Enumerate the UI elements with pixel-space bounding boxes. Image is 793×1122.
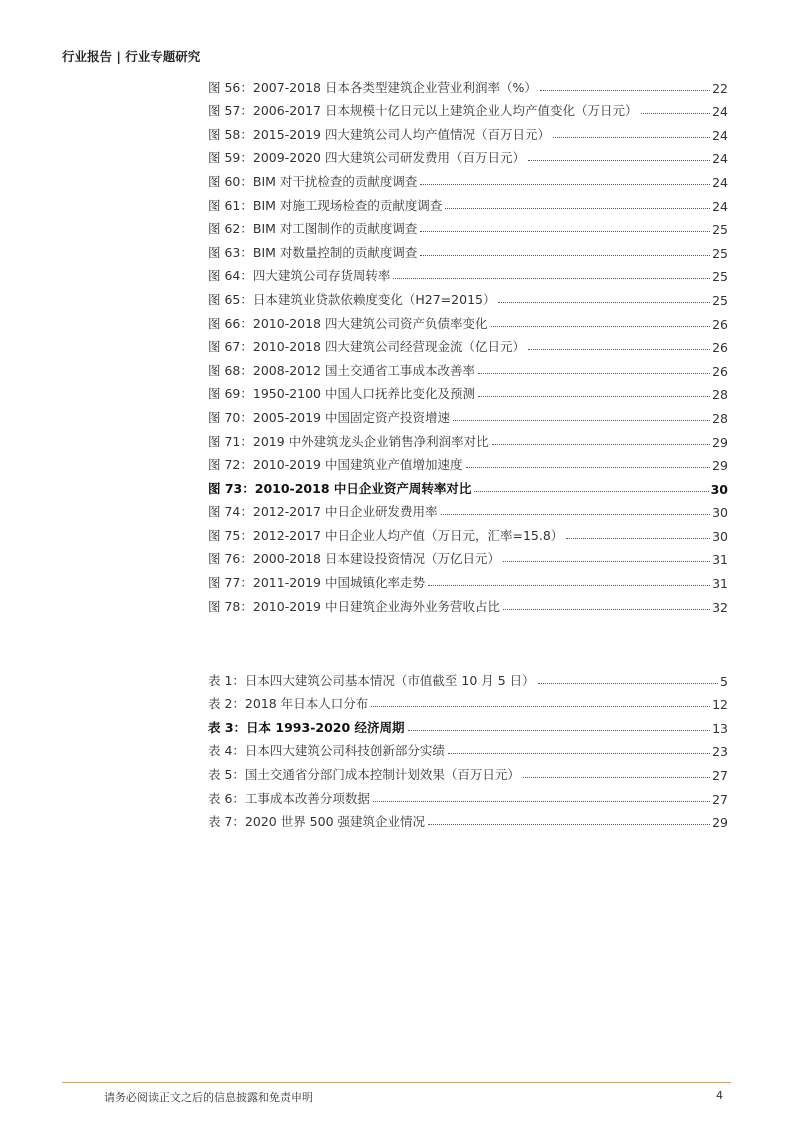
dot-leader	[503, 561, 710, 562]
toc-entry-title: 图 73：2010-2018 中日企业资产周转率对比	[208, 480, 472, 496]
toc-entry-page: 29	[712, 458, 728, 474]
toc-entry-table-2[interactable]	[208, 689, 728, 713]
dot-leader	[540, 90, 710, 91]
toc-entry-title: 图 70：2005-2019 中国固定资产投资增速	[208, 409, 450, 425]
toc-entry-page: 32	[712, 599, 728, 615]
toc-entry-title: 图 61：BIM 对施工现场检查的贡献度调查	[208, 197, 443, 213]
dot-leader	[474, 491, 708, 492]
figure-list	[208, 72, 728, 615]
dot-leader	[408, 730, 711, 731]
dot-leader	[523, 777, 710, 778]
toc-entry-title: 图 71：2019 中外建筑龙头企业销售净利润率对比	[208, 433, 489, 449]
toc-entry-page: 24	[712, 174, 728, 190]
toc-entry-fig-70[interactable]	[208, 402, 728, 426]
toc-entry-fig-62[interactable]	[208, 214, 728, 238]
toc-entry-title: 图 69：1950-2100 中国人口抚养比变化及预测	[208, 386, 475, 402]
toc-entry-fig-61[interactable]	[208, 190, 728, 214]
dot-leader	[448, 753, 710, 754]
toc-entry-page: 26	[712, 316, 728, 332]
toc-entry-page: 28	[712, 387, 728, 403]
dot-leader	[445, 208, 710, 209]
toc-entry-title: 图 67：2010-2018 四大建筑公司经营现金流（亿日元）	[208, 339, 525, 355]
dot-leader	[420, 231, 710, 232]
toc-entry-table-6[interactable]	[208, 783, 728, 807]
footer-disclaimer: 请务必阅读正文之后的信息披露和免责申明	[104, 1091, 313, 1104]
toc-entry-fig-69[interactable]	[208, 379, 728, 403]
toc-entry-page: 29	[712, 815, 728, 831]
table-list	[208, 665, 728, 830]
toc-entry-title: 图 75：2012-2017 中日企业人均产值（万日元，汇率=15.8）	[208, 527, 564, 543]
dot-leader	[503, 609, 710, 610]
toc-entry-table-1[interactable]	[208, 665, 728, 689]
toc-entry-page: 29	[712, 434, 728, 450]
toc-entry-title: 图 64：四大建筑公司存货周转率	[208, 268, 391, 284]
toc-entry-fig-72[interactable]	[208, 450, 728, 474]
toc-entry-page: 24	[712, 198, 728, 214]
dot-leader	[428, 824, 710, 825]
toc-entry-page: 25	[712, 245, 728, 261]
dot-leader	[478, 396, 710, 397]
toc-entry-page: 31	[712, 552, 728, 568]
dot-leader	[466, 467, 711, 468]
toc-entry-fig-57[interactable]	[208, 96, 728, 120]
toc-entry-table-4[interactable]	[208, 736, 728, 760]
toc-entry-title: 图 78：2010-2019 中日建筑企业海外业务营收占比	[208, 598, 500, 614]
toc-entry-title: 图 58：2015-2019 四大建筑公司人均产值情况（百万日元）	[208, 126, 550, 142]
dot-leader	[553, 137, 710, 138]
toc-entry-title: 图 77：2011-2019 中国城镇化率走势	[208, 575, 425, 591]
toc-entry-page: 25	[712, 292, 728, 308]
toc-entry-page: 25	[712, 222, 728, 238]
toc-entry-page: 26	[712, 340, 728, 356]
dot-leader	[371, 706, 710, 707]
dot-leader	[393, 278, 710, 279]
toc-entry-title: 表 5：国土交通省分部门成本控制计划效果（百万日元）	[208, 766, 520, 782]
footer-divider	[62, 1082, 731, 1083]
toc-entry-page: 27	[712, 767, 728, 783]
toc-entry-page: 12	[712, 697, 728, 713]
toc-entry-fig-76[interactable]	[208, 544, 728, 568]
toc-entry-fig-63[interactable]	[208, 237, 728, 261]
dot-leader	[491, 326, 711, 327]
toc-entry-page: 5	[720, 673, 728, 689]
toc-entry-page: 24	[712, 151, 728, 167]
toc-entry-page: 13	[712, 720, 728, 736]
toc-entry-title: 图 57：2006-2017 日本规模十亿日元以上建筑企业人均产值变化（万日元）	[208, 103, 638, 119]
dot-leader	[453, 420, 710, 421]
toc-entry-title: 图 60：BIM 对干扰检查的贡献度调查	[208, 173, 418, 189]
dot-leader	[478, 373, 710, 374]
toc-entry-fig-71[interactable]	[208, 426, 728, 450]
toc-entry-fig-74[interactable]	[208, 497, 728, 521]
toc-entry-fig-64[interactable]	[208, 261, 728, 285]
toc-entry-fig-77[interactable]	[208, 567, 728, 591]
toc-entry-title: 表 4：日本四大建筑公司科技创新部分实绩	[208, 743, 445, 759]
dot-leader	[538, 683, 718, 684]
page-number: 4	[716, 1089, 723, 1102]
toc-entry-fig-68[interactable]	[208, 355, 728, 379]
toc-entry-title: 表 3：日本 1993-2020 经济周期	[208, 719, 405, 735]
toc-entry-title: 图 66：2010-2018 四大建筑公司资产负债率变化	[208, 315, 488, 331]
toc-entry-title: 表 6：工事成本改善分项数据	[208, 790, 370, 806]
toc-entry-table-3[interactable]	[208, 712, 728, 736]
toc-entry-fig-56[interactable]	[208, 72, 728, 96]
toc-entry-page: 22	[712, 80, 728, 96]
dot-leader	[373, 801, 710, 802]
toc-entry-title: 图 76：2000-2018 日本建设投资情况（万亿日元）	[208, 551, 500, 567]
toc-entry-table-7[interactable]	[208, 807, 728, 831]
toc-entry-title: 图 62：BIM 对工图制作的贡献度调查	[208, 221, 418, 237]
toc-entry-page: 30	[712, 505, 728, 521]
toc-entry-fig-66[interactable]	[208, 308, 728, 332]
toc-entry-fig-59[interactable]	[208, 143, 728, 167]
toc-entry-page: 25	[712, 269, 728, 285]
toc-entry-fig-73[interactable]	[208, 473, 728, 497]
toc-entry-title: 图 63：BIM 对数量控制的贡献度调查	[208, 244, 418, 260]
toc-entry-page: 30	[710, 481, 728, 497]
toc-entry-title: 表 7：2020 世界 500 强建筑企业情况	[208, 814, 426, 830]
toc-entry-title: 表 1：日本四大建筑公司基本情况（市值截至 10 月 5 日）	[208, 672, 535, 688]
dot-leader	[528, 160, 710, 161]
dot-leader	[528, 349, 710, 350]
dot-leader	[441, 514, 711, 515]
toc-entry-title: 图 72：2010-2019 中国建筑业产值增加速度	[208, 457, 463, 473]
toc-entry-page: 30	[712, 528, 728, 544]
toc-entry-fig-58[interactable]	[208, 119, 728, 143]
toc-entry-fig-65[interactable]	[208, 284, 728, 308]
dot-leader	[420, 255, 710, 256]
toc-entry-page: 24	[712, 104, 728, 120]
dot-leader	[428, 585, 710, 586]
toc-entry-fig-60[interactable]	[208, 166, 728, 190]
dot-leader	[420, 184, 710, 185]
toc-entry-page: 31	[712, 576, 728, 592]
toc-entry-title: 表 2：2018 年日本人口分布	[208, 696, 369, 712]
toc-entry-title: 图 65：日本建筑业贷款依赖度变化（H27=2015）	[208, 291, 496, 307]
toc-entry-page: 24	[712, 127, 728, 143]
toc-entry-title: 图 56：2007-2018 日本各类型建筑企业营业利润率（%）	[208, 79, 537, 95]
toc-entry-title: 图 68：2008-2012 国土交通省工事成本改善率	[208, 362, 475, 378]
toc-entry-fig-67[interactable]	[208, 332, 728, 356]
toc-entry-page: 23	[712, 744, 728, 760]
toc-entry-table-5[interactable]	[208, 759, 728, 783]
toc-entry-page: 28	[712, 410, 728, 426]
toc-entry-fig-78[interactable]	[208, 591, 728, 615]
toc-entry-title: 图 74：2012-2017 中日企业研发费用率	[208, 504, 438, 520]
toc-entry-fig-75[interactable]	[208, 520, 728, 544]
dot-leader	[641, 113, 711, 114]
toc-entry-title: 图 59：2009-2020 四大建筑公司研发费用（百万日元）	[208, 150, 525, 166]
dot-leader	[498, 302, 710, 303]
dot-leader	[492, 444, 710, 445]
toc-entry-page: 26	[712, 363, 728, 379]
dot-leader	[566, 538, 710, 539]
toc-entry-page: 27	[712, 791, 728, 807]
report-header: 行业报告 | 行业专题研究	[62, 49, 201, 64]
